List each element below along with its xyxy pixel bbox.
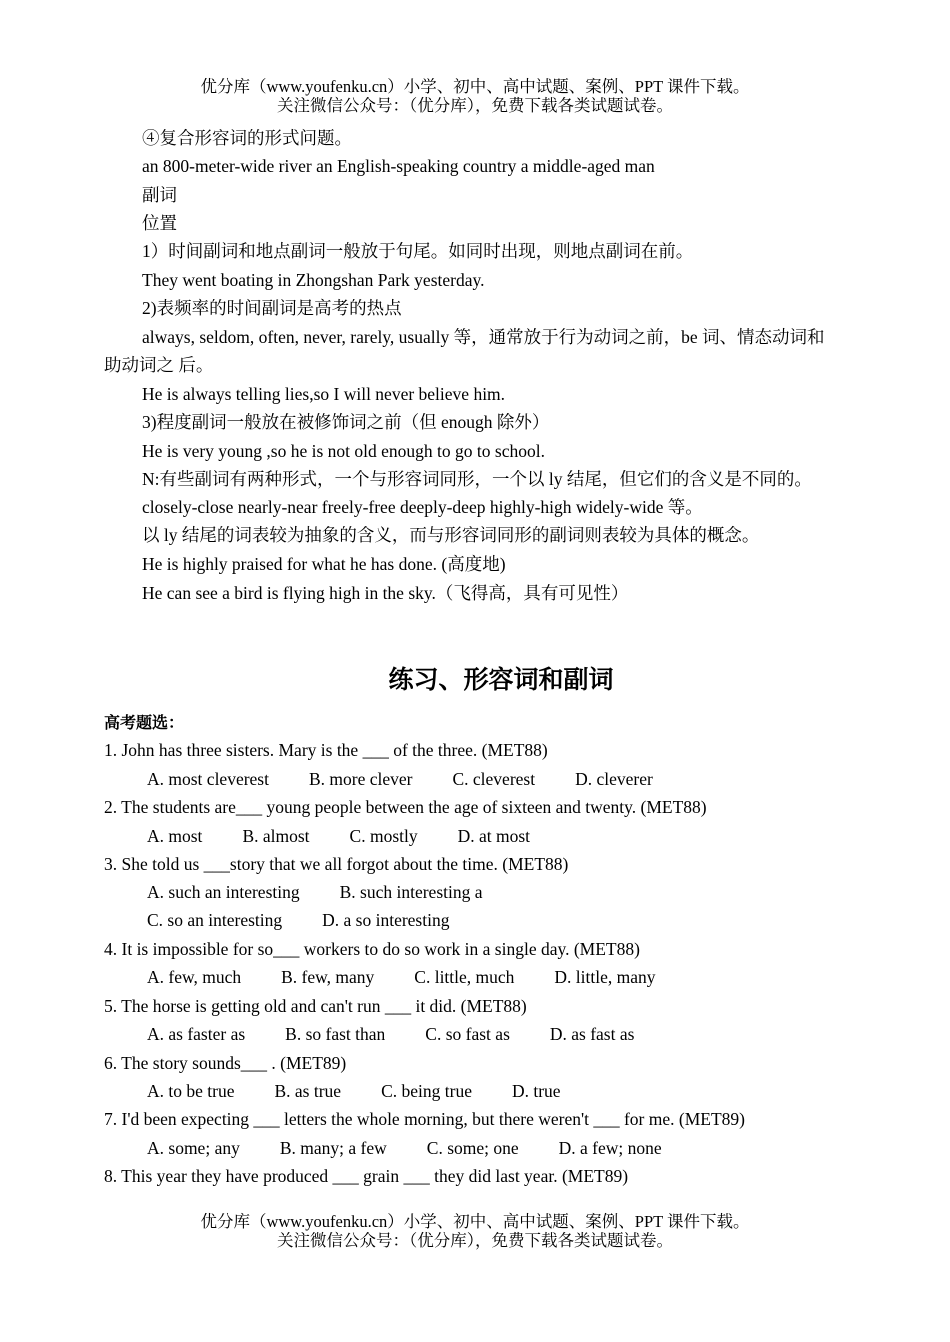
example-highly: He is highly praised for what he has done. (高度地) [142, 554, 506, 574]
option-d[interactable]: D. as fast as [549, 1024, 635, 1044]
option-c[interactable]: C. mostly [349, 826, 418, 846]
option-b[interactable]: B. almost [242, 826, 310, 846]
question: 2. The students are___ young people between the age of sixteen and twenty. (MET88) [104, 797, 707, 817]
option-d[interactable]: D. true [511, 1081, 561, 1101]
option-d[interactable]: D. at most [457, 826, 531, 846]
option-row [147, 909, 489, 931]
rule-2-example: He is always telling lies,so I will never believe him. [142, 384, 506, 404]
adverb-heading: 副词 [142, 185, 177, 205]
option-d[interactable]: D. cleverer [575, 769, 653, 789]
option-c[interactable]: C. so an interesting [147, 910, 283, 930]
option-d[interactable]: D. a so interesting [322, 910, 450, 930]
rule-1: 1）时间副词和地点副词一般放于句尾。如同时出现，则地点副词在前。 [142, 241, 694, 261]
option-b[interactable]: B. such interesting a [339, 882, 483, 902]
option-a[interactable]: A. few, much [147, 967, 242, 987]
option-row [147, 1137, 702, 1159]
option-row [147, 881, 523, 903]
footer-line-1: 优分库（www.youfenku.cn）小学、初中、高中试题、案例、PPT 课件下载。 [200, 1212, 750, 1231]
option-row [147, 1080, 601, 1102]
option-c[interactable]: C. some; one [426, 1138, 519, 1158]
option-row [147, 1023, 674, 1045]
question: 4. It is impossible for so___ workers to do so work in a single day. (MET88) [104, 939, 640, 959]
option-row [147, 825, 570, 847]
question: 3. She told us ___story that we all forgot about the time. (MET88) [104, 854, 569, 874]
footer-line-2: 关注微信公众号：（优分库），免费下载各类试题试卷。 [277, 1231, 673, 1250]
option-c[interactable]: C. cleverest [452, 769, 536, 789]
header-line-1: 优分库（www.youfenku.cn）小学、初中、高中试题、案例、PPT 课件下载。 [200, 77, 750, 96]
question: 5. The horse is getting old and can't run ___ it did. (MET88) [104, 996, 527, 1016]
option-b[interactable]: B. so fast than [285, 1024, 386, 1044]
option-b[interactable]: B. more clever [308, 769, 413, 789]
option-a[interactable]: A. most cleverest [147, 769, 269, 789]
option-a[interactable]: A. most [147, 826, 203, 846]
option-row [147, 768, 693, 790]
exercise-title: 练习、形容词和副词 [388, 665, 614, 694]
rule-3: 3)程度副词一般放在被修饰词之前（但 enough 除外） [142, 412, 550, 432]
question: 8. This year they have produced ___ grain ___ they did last year. (MET89) [104, 1166, 629, 1186]
question: 6. The story sounds___ . (MET89) [104, 1053, 347, 1073]
header-line-2: 关注微信公众号：（优分库），免费下载各类试题试卷。 [277, 96, 673, 115]
rule-2: 2)表频率的时间副词是高考的热点 [142, 298, 402, 318]
option-d[interactable]: D. a few; none [558, 1138, 662, 1158]
compound-adjective-examples: an 800-meter-wide river an English-speaking country a middle-aged man [142, 156, 655, 176]
option-a[interactable]: A. some; any [147, 1138, 240, 1158]
note-n: N:有些副词有两种形式，一个与形容词同形，一个以 ly 结尾，但它们的含义是不同的。 [142, 469, 812, 489]
option-b[interactable]: B. few, many [281, 967, 375, 987]
option-a[interactable]: A. to be true [147, 1081, 235, 1101]
rule-2-detail-line-1: always, seldom, often, never, rarely, usually 等，通常放于行为动词之前，be 词、情态动词和 [142, 327, 825, 347]
option-a[interactable]: A. as faster as [147, 1024, 246, 1044]
question: 7. I'd been expecting ___ letters the whole morning, but there weren't ___ for me. (MET89) [104, 1109, 745, 1129]
compound-adjective-heading: ④复合形容词的形式问题。 [142, 128, 352, 148]
section-label: 高考题选： [104, 713, 185, 732]
example-high: He can see a bird is flying high in the sky.（飞得高，具有可见性） [142, 583, 629, 603]
position-heading: 位置 [142, 213, 177, 233]
option-b[interactable]: B. many; a few [279, 1138, 387, 1158]
option-row [147, 966, 696, 988]
option-c[interactable]: C. being true [381, 1081, 472, 1101]
question: 1. John has three sisters. Mary is the ___ of the three. (MET88) [104, 740, 548, 760]
rule-2-detail-line-2: 助动词之 后。 [104, 355, 214, 375]
adverb-pairs: closely-close nearly-near freely-free deeply-deep highly-high widely-wide 等。 [142, 497, 703, 517]
option-c[interactable]: C. so fast as [425, 1024, 510, 1044]
option-d[interactable]: D. little, many [554, 967, 656, 987]
option-b[interactable]: B. as true [274, 1081, 342, 1101]
option-a[interactable]: A. such an interesting [147, 882, 300, 902]
note-ly: 以 ly 结尾的词表较为抽象的含义，而与形容词同形的副词则表较为具体的概念。 [142, 525, 760, 545]
rule-1-example: They went boating in Zhongshan Park yesterday. [142, 270, 485, 290]
rule-3-example: He is very young ,so he is not old enough to go to school. [142, 441, 545, 461]
option-c[interactable]: C. little, much [414, 967, 515, 987]
